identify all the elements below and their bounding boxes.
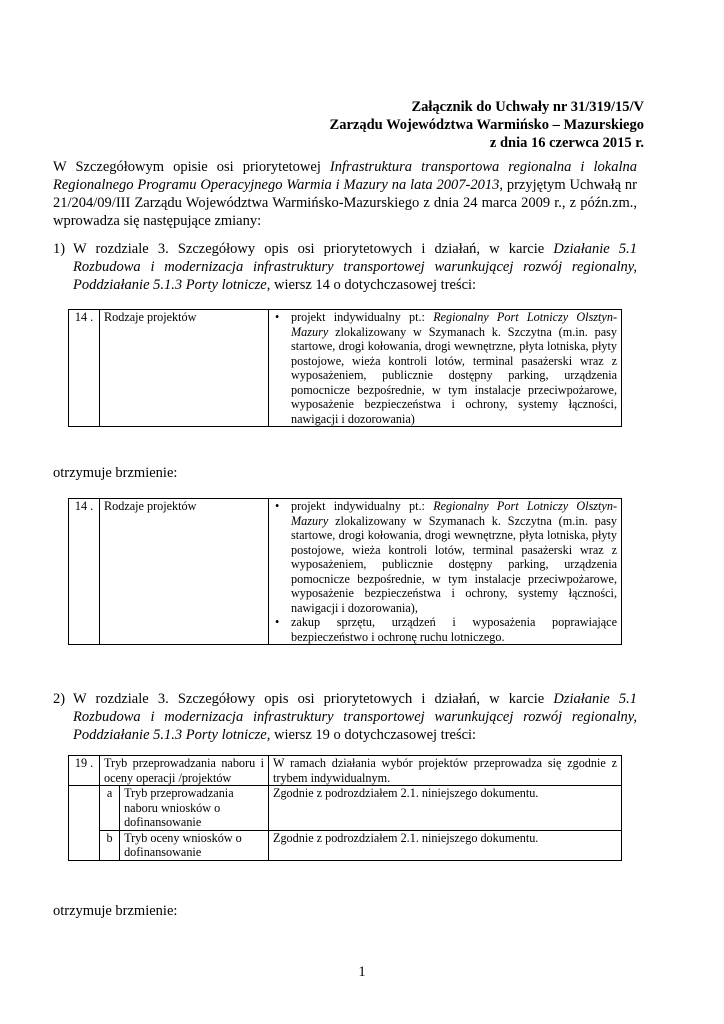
item-measure-title: Działanie 5.1 Rozbudowa i modernizacja infrastruktury transportowej warunkującej rozwój regionalny, Poddziałanie 5.1.3 Porty lotnicze, [73, 241, 637, 293]
list-item [291, 310, 617, 426]
row-number-empty [69, 830, 100, 860]
attachment-header [330, 98, 644, 152]
row-number: 14 . [69, 499, 100, 645]
row-number: 19 . [69, 756, 100, 786]
amendment-item-1 [53, 240, 637, 294]
bullet-text-start: projekt indywidualny pt.: [291, 310, 434, 324]
list-item: • zakup sprzętu, urządzeń i wyposażenia poprawiające bezpieczeństwo i ochronę ruchu lotniczego. [291, 615, 617, 644]
item-number: 1) [53, 241, 66, 257]
header-line-1: Załącznik do Uchwały nr 31/319/15/V [411, 99, 644, 115]
row-number: 14 . [69, 310, 100, 427]
project-title: Regionalny Port Lotniczy Olsztyn-Mazury [291, 310, 617, 339]
subrow-label: Tryb oceny wniosków o dofinansowanie [120, 830, 269, 860]
receives-label-1: otrzymuje brzmienie: [53, 465, 178, 481]
item-number: 2) [53, 691, 66, 707]
bullet-text-start: projekt indywidualny pt.: [291, 499, 434, 513]
subrow-content: Zgodnie z podrozdziałem 2.1. niniejszego dokumentu. [269, 830, 622, 860]
row-content: W ramach działania wybór projektów przeprowadza się zgodnie z trybem indywidualnym. [269, 756, 622, 786]
row-label: Rodzaje projektów [100, 310, 269, 427]
project-title: Regionalny Port Lotniczy Olsztyn-Mazury [291, 499, 617, 528]
intro-program-title: Infrastruktura transportowa regionalna i lokalna Regionalnego Programu Operacyjnego Warmia i Mazury na lata 2007-2013 [53, 159, 637, 193]
subrow-letter: b [100, 830, 120, 860]
receives-label-2: otrzymuje brzmienie: [53, 903, 178, 919]
table-row-19-old [68, 755, 622, 861]
row-content [269, 310, 622, 427]
page-number: 1 [358, 964, 366, 980]
header-line-3: z dnia 16 czerwca 2015 r. [489, 135, 644, 151]
intro-text-start: W Szczegółowym opisie osi priorytetowej [53, 159, 330, 175]
row-number-empty [69, 786, 100, 831]
bullet-text-end: zlokalizowany w Szymanach k. Szczytna (m.in. pasy startowe, drogi kołowania, drogi wewnętrzne, płyta lotniska, płyty postojowe, wieża kontroli lotów, terminal pasażerski wraz z wyposażeniem, publicznie dostępny parking, urządzenia pomocnicze bezpośrednie, w tym instalacje przeciwpożarowe, wyposażenie bezpieczeństwa i ochrony, systemy łączności, nawigacji i dozorowania) [291, 324, 617, 426]
subrow-letter: a [100, 786, 120, 831]
bullet-text-end: zlokalizowany w Szymanach k. Szczytna (m.in. pasy startowe, drogi kołowania, drogi wewnętrzne, płyta lotniska, płyty postojowe, wieża kontroli lotów, terminal pasażerski wraz z wyposażeniem, publicznie dostępny parking, urządzenia pomocnicze bezpośrednie, w tym instalacje przeciwpożarowe, wyposażenie bezpieczeństwa i ochrony, systemy łączności, nawigacji i dozorowania), [291, 513, 617, 615]
amendment-item-2 [53, 690, 637, 744]
item-text-end: wiersz 14 o dotychczasowej treści: [270, 277, 477, 293]
item-text-start: W rozdziale 3. Szczegółowy opis osi priorytetowych i działań, w karcie [73, 241, 554, 257]
subrow-content: Zgodnie z podrozdziałem 2.1. niniejszego dokumentu. [269, 786, 622, 831]
intro-text-end: , przyjętym Uchwałą nr 21/204/09/III Zarządu Województwa Warmińsko-Mazurskiego z dnia 24 marca 2009 r., z późn.zm., wprowadza się następujące zmiany: [53, 177, 637, 229]
item-measure-title: Działanie 5.1 Rozbudowa i modernizacja infrastruktury transportowej warunkującej rozwój regionalny, Poddziałanie 5.1.3 Porty lotnicze, [73, 691, 637, 743]
table-row-14-old [68, 309, 622, 427]
row-content [269, 499, 622, 645]
intro-paragraph [53, 158, 637, 230]
subrow-label: Tryb przeprowadzania naboru wniosków o dofinansowanie [120, 786, 269, 831]
header-line-2: Zarządu Województwa Warmińsko – Mazurskiego [329, 117, 644, 133]
row-label [100, 756, 269, 786]
list-item [291, 499, 617, 615]
item-text-start: W rozdziale 3. Szczegółowy opis osi priorytetowych i działań, w karcie [73, 691, 554, 707]
item-text-end: wiersz 19 o dotychczasowej treści: [270, 727, 477, 743]
table-row-14-new [68, 498, 622, 645]
row-label: Rodzaje projektów [100, 499, 269, 645]
row-label-text: Tryb przeprowadzania naboru i oceny operacji /projektów [104, 756, 264, 785]
